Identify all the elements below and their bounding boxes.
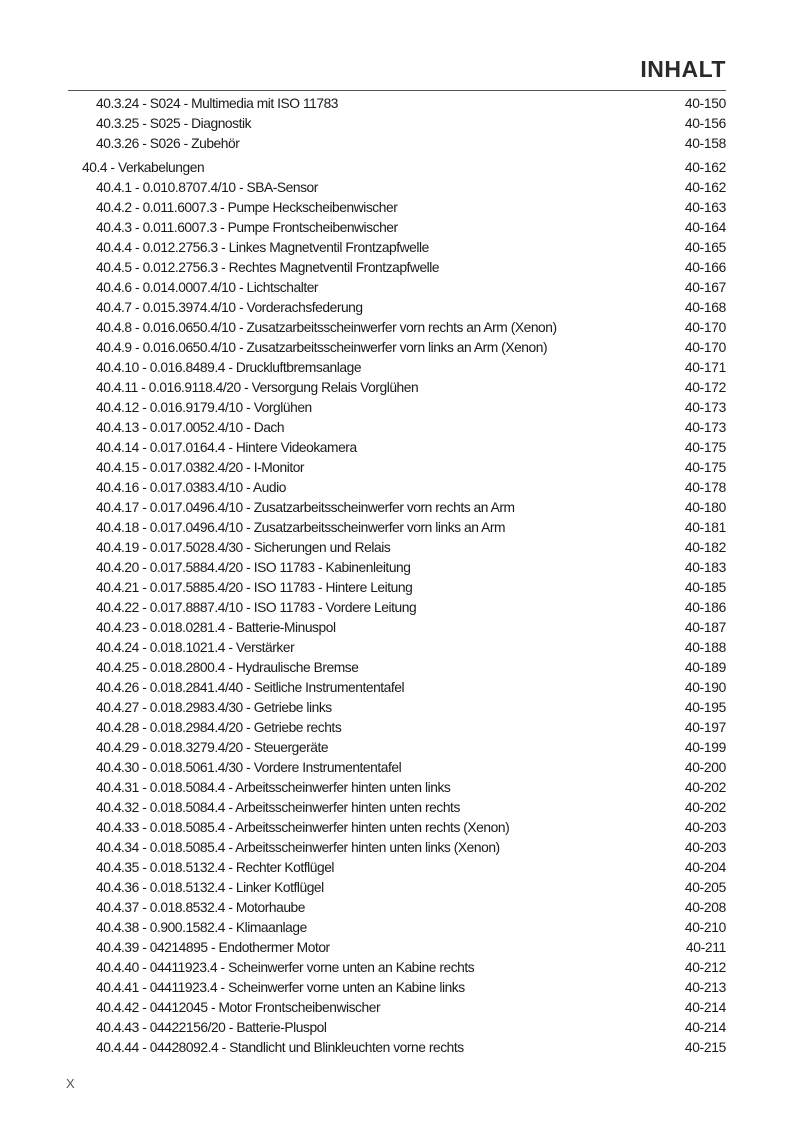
toc-entry[interactable] — [68, 518, 726, 538]
toc-entry-title: 40.4.11 - 0.016.9118.4/20 - Versorgung Relais Vorglühen — [96, 380, 419, 395]
toc-entry-title: 40.4.6 - 0.014.0007.4/10 - Lichtschalter — [96, 280, 319, 295]
toc-entry[interactable] — [68, 838, 726, 858]
toc-entry[interactable] — [68, 998, 726, 1018]
toc-entry[interactable] — [68, 134, 726, 154]
toc-entry[interactable] — [68, 738, 726, 758]
toc-entry-title: 40.4.8 - 0.016.0650.4/10 - Zusatzarbeitsscheinwerfer vorn rechts an Arm (Xenon) — [96, 320, 557, 335]
toc-entry-title: 40.4.44 - 04428092.4 - Standlicht und Blinkleuchten vorne rechts — [96, 1040, 464, 1055]
toc-entry-title: 40.4.25 - 0.018.2800.4 - Hydraulische Bremse — [96, 660, 359, 675]
toc-entry-title: 40.3.26 - S026 - Zubehör — [96, 136, 240, 151]
toc-entry[interactable] — [68, 298, 726, 318]
toc-entry-title: 40.4.2 - 0.011.6007.3 - Pumpe Heckscheibenwischer — [96, 200, 398, 215]
toc-entry-title: 40.4.36 - 0.018.5132.4 - Linker Kotflügel — [96, 880, 324, 895]
toc-entry-title: 40.4.27 - 0.018.2983.4/30 - Getriebe links — [96, 700, 332, 715]
toc-entry-page-number: 40-214 — [684, 1020, 726, 1035]
toc-entry[interactable] — [68, 94, 726, 114]
toc-entry-page-number: 40-211 — [685, 940, 726, 955]
toc-entry-title: 40.4.23 - 0.018.0281.4 - Batterie-Minuspol — [96, 620, 336, 635]
toc-entry[interactable] — [68, 458, 726, 478]
toc-entry-title: 40.4.19 - 0.017.5028.4/30 - Sicherungen und Relais — [96, 540, 391, 555]
toc-entry-page-number: 40-212 — [684, 960, 726, 975]
toc-entry[interactable] — [68, 918, 726, 938]
toc-entry-page-number: 40-202 — [684, 800, 726, 815]
toc-entry-page-number: 40-186 — [684, 600, 726, 615]
toc-entry-title: 40.4.32 - 0.018.5084.4 - Arbeitsscheinwerfer hinten unten rechts — [96, 800, 460, 815]
toc-entry-page-number: 40-172 — [684, 380, 726, 395]
toc-entry[interactable] — [68, 638, 726, 658]
toc-entry[interactable] — [68, 398, 726, 418]
toc-entry[interactable] — [68, 778, 726, 798]
toc-entry[interactable] — [68, 878, 726, 898]
toc-entry[interactable] — [68, 898, 726, 918]
toc-entry-title: 40.4.16 - 0.017.0383.4/10 - Audio — [96, 480, 286, 495]
toc-entry-page-number: 40-190 — [684, 680, 726, 695]
toc-entry[interactable] — [68, 338, 726, 358]
toc-entry-page-number: 40-183 — [684, 560, 726, 575]
toc-entry-page-number: 40-175 — [684, 460, 726, 475]
toc-entry[interactable] — [68, 578, 726, 598]
toc-entry-title: 40.4.43 - 04422156/20 - Batterie-Pluspol — [96, 1020, 327, 1035]
toc-entry[interactable] — [68, 418, 726, 438]
toc-entry-page-number: 40-158 — [684, 136, 726, 151]
toc-entry[interactable] — [68, 318, 726, 338]
toc-entry-title: 40.4.31 - 0.018.5084.4 - Arbeitsscheinwerfer hinten unten links — [96, 780, 451, 795]
toc-entry-title: 40.4.34 - 0.018.5085.4 - Arbeitsscheinwerfer hinten unten links (Xenon) — [96, 840, 500, 855]
toc-entry-page-number: 40-165 — [684, 240, 726, 255]
toc-entry[interactable] — [68, 114, 726, 134]
toc-entry-page-number: 40-163 — [684, 200, 726, 215]
toc-entry-page-number: 40-188 — [684, 640, 726, 655]
toc-entry-page-number: 40-164 — [684, 220, 726, 235]
toc-entry[interactable] — [68, 598, 726, 618]
toc-entry-title: 40.4.22 - 0.017.8887.4/10 - ISO 11783 - Vordere Leitung — [96, 600, 417, 615]
toc-entry-title: 40.4.33 - 0.018.5085.4 - Arbeitsscheinwerfer hinten unten rechts (Xenon) — [96, 820, 510, 835]
toc-entry-page-number: 40-170 — [684, 320, 726, 335]
toc-entry-title: 40.4.9 - 0.016.0650.4/10 - Zusatzarbeitsscheinwerfer vorn links an Arm (Xenon) — [96, 340, 548, 355]
toc-entry-title: 40.4.24 - 0.018.1021.4 - Verstärker — [96, 640, 295, 655]
toc-entry-page-number: 40-189 — [684, 660, 726, 675]
toc-entry-page-number: 40-171 — [684, 360, 726, 375]
toc-entry-page-number: 40-182 — [684, 540, 726, 555]
toc-entry-page-number: 40-175 — [684, 440, 726, 455]
toc-entry-title: 40.4.10 - 0.016.8489.4 - Druckluftbremsanlage — [96, 360, 362, 375]
toc-entry-title: 40.4.30 - 0.018.5061.4/30 - Vordere Instrumententafel — [96, 760, 402, 775]
toc-entry[interactable] — [68, 978, 726, 998]
toc-entry[interactable] — [68, 558, 726, 578]
toc-entry-page-number: 40-204 — [684, 860, 726, 875]
toc-entry[interactable] — [68, 818, 726, 838]
page-marker: X — [66, 1076, 75, 1091]
toc-entry-title: 40.4.20 - 0.017.5884.4/20 - ISO 11783 - Kabinenleitung — [96, 560, 411, 575]
toc-entry-title: 40.3.24 - S024 - Multimedia mit ISO 11783 — [96, 96, 339, 111]
toc-entry[interactable] — [68, 798, 726, 818]
toc-entry-title: 40.4.12 - 0.016.9179.4/10 - Vorglühen — [96, 400, 312, 415]
toc-entry-page-number: 40-170 — [684, 340, 726, 355]
toc-entry[interactable] — [68, 378, 726, 398]
toc-entry[interactable] — [68, 238, 726, 258]
toc-entry-title: 40.4.1 - 0.010.8707.4/10 - SBA-Sensor — [96, 180, 318, 195]
table-of-contents — [68, 94, 726, 1058]
toc-entry-page-number: 40-208 — [684, 900, 726, 915]
toc-entry-title: 40.4.40 - 04411923.4 - Scheinwerfer vorne unten an Kabine rechts — [96, 960, 475, 975]
toc-entry-page-number: 40-203 — [684, 840, 726, 855]
toc-entry-page-number: 40-197 — [684, 720, 726, 735]
toc-entry[interactable] — [68, 498, 726, 518]
toc-entry-title: 40.4.28 - 0.018.2984.4/20 - Getriebe rechts — [96, 720, 342, 735]
toc-entry-page-number: 40-162 — [684, 180, 726, 195]
toc-entry-page-number: 40-195 — [684, 700, 726, 715]
toc-entry[interactable] — [68, 658, 726, 678]
toc-entry-page-number: 40-205 — [684, 880, 726, 895]
toc-entry[interactable] — [68, 678, 726, 698]
toc-entry-title: 40.3.25 - S025 - Diagnostik — [96, 116, 252, 131]
toc-entry-title: 40.4.4 - 0.012.2756.3 - Linkes Magnetventil Frontzapfwelle — [96, 240, 429, 255]
toc-entry-page-number: 40-180 — [684, 500, 726, 515]
toc-entry-page-number: 40-156 — [684, 116, 726, 131]
toc-entry-page-number: 40-199 — [684, 740, 726, 755]
toc-entry-page-number: 40-167 — [684, 280, 726, 295]
toc-entry-title: 40.4.29 - 0.018.3279.4/20 - Steuergeräte — [96, 740, 329, 755]
toc-entry-title: 40.4.7 - 0.015.3974.4/10 - Vorderachsfederung — [96, 300, 363, 315]
toc-entry-page-number: 40-150 — [684, 96, 726, 111]
toc-entry-title: 40.4.15 - 0.017.0382.4/20 - I-Monitor — [96, 460, 305, 475]
toc-entry-page-number: 40-215 — [684, 1040, 726, 1055]
toc-entry-title: 40.4.37 - 0.018.8532.4 - Motorhaube — [96, 900, 305, 915]
toc-entry[interactable] — [68, 938, 726, 958]
toc-entry[interactable] — [68, 198, 726, 218]
toc-entry-title: 40.4 - Verkabelungen — [82, 160, 205, 175]
toc-entry-title: 40.4.41 - 04411923.4 - Scheinwerfer vorne unten an Kabine links — [96, 980, 465, 995]
toc-entry-title: 40.4.3 - 0.011.6007.3 - Pumpe Frontscheibenwischer — [96, 220, 398, 235]
toc-entry[interactable] — [68, 278, 726, 298]
toc-entry-page-number: 40-185 — [684, 580, 726, 595]
toc-entry-title: 40.4.18 - 0.017.0496.4/10 - Zusatzarbeitsscheinwerfer vorn links an Arm — [96, 520, 506, 535]
toc-entry-title: 40.4.39 - 04214895 - Endothermer Motor — [96, 940, 330, 955]
toc-entry[interactable] — [68, 698, 726, 718]
toc-entry-title: 40.4.21 - 0.017.5885.4/20 - ISO 11783 - Hintere Leitung — [96, 580, 413, 595]
toc-entry-page-number: 40-200 — [684, 760, 726, 775]
toc-entry-page-number: 40-162 — [684, 160, 726, 175]
toc-entry-title: 40.4.17 - 0.017.0496.4/10 - Zusatzarbeitsscheinwerfer vorn rechts an Arm — [96, 500, 515, 515]
toc-entry-page-number: 40-173 — [684, 400, 726, 415]
page-title: INHALT — [640, 56, 726, 82]
toc-entry-title: 40.4.38 - 0.900.1582.4 - Klimaanlage — [96, 920, 307, 935]
toc-entry-title: 40.4.35 - 0.018.5132.4 - Rechter Kotflügel — [96, 860, 335, 875]
toc-entry-title: 40.4.26 - 0.018.2841.4/40 - Seitliche Instrumententafel — [96, 680, 405, 695]
toc-entry[interactable] — [68, 178, 726, 198]
toc-entry[interactable] — [68, 218, 726, 238]
toc-entry[interactable] — [68, 438, 726, 458]
toc-entry-page-number: 40-213 — [684, 980, 726, 995]
toc-entry-title: 40.4.5 - 0.012.2756.3 - Rechtes Magnetventil Frontzapfwelle — [96, 260, 440, 275]
toc-entry-page-number: 40-173 — [684, 420, 726, 435]
toc-entry[interactable] — [68, 358, 726, 378]
toc-entry[interactable] — [68, 1018, 726, 1038]
toc-entry-page-number: 40-203 — [684, 820, 726, 835]
toc-entry-title: 40.4.13 - 0.017.0052.4/10 - Dach — [96, 420, 285, 435]
toc-entry-title: 40.4.14 - 0.017.0164.4 - Hintere Videokamera — [96, 440, 357, 455]
toc-entry-page-number: 40-187 — [684, 620, 726, 635]
toc-entry-page-number: 40-168 — [684, 300, 726, 315]
toc-entry-page-number: 40-166 — [684, 260, 726, 275]
toc-section-entry[interactable] — [68, 158, 726, 178]
toc-entry[interactable] — [68, 958, 726, 978]
toc-entry[interactable] — [68, 618, 726, 638]
toc-entry[interactable] — [68, 718, 726, 738]
toc-entry-page-number: 40-202 — [684, 780, 726, 795]
toc-entry[interactable] — [68, 538, 726, 558]
toc-entry-page-number: 40-178 — [684, 480, 726, 495]
toc-entry-page-number: 40-181 — [684, 520, 726, 535]
header-divider — [68, 90, 726, 91]
toc-entry[interactable] — [68, 1038, 726, 1058]
toc-entry[interactable] — [68, 478, 726, 498]
toc-entry-page-number: 40-214 — [684, 1000, 726, 1015]
toc-entry[interactable] — [68, 858, 726, 878]
toc-entry[interactable] — [68, 758, 726, 778]
toc-entry-title: 40.4.42 - 04412045 - Motor Frontscheibenwischer — [96, 1000, 381, 1015]
toc-entry[interactable] — [68, 258, 726, 278]
toc-entry-page-number: 40-210 — [684, 920, 726, 935]
